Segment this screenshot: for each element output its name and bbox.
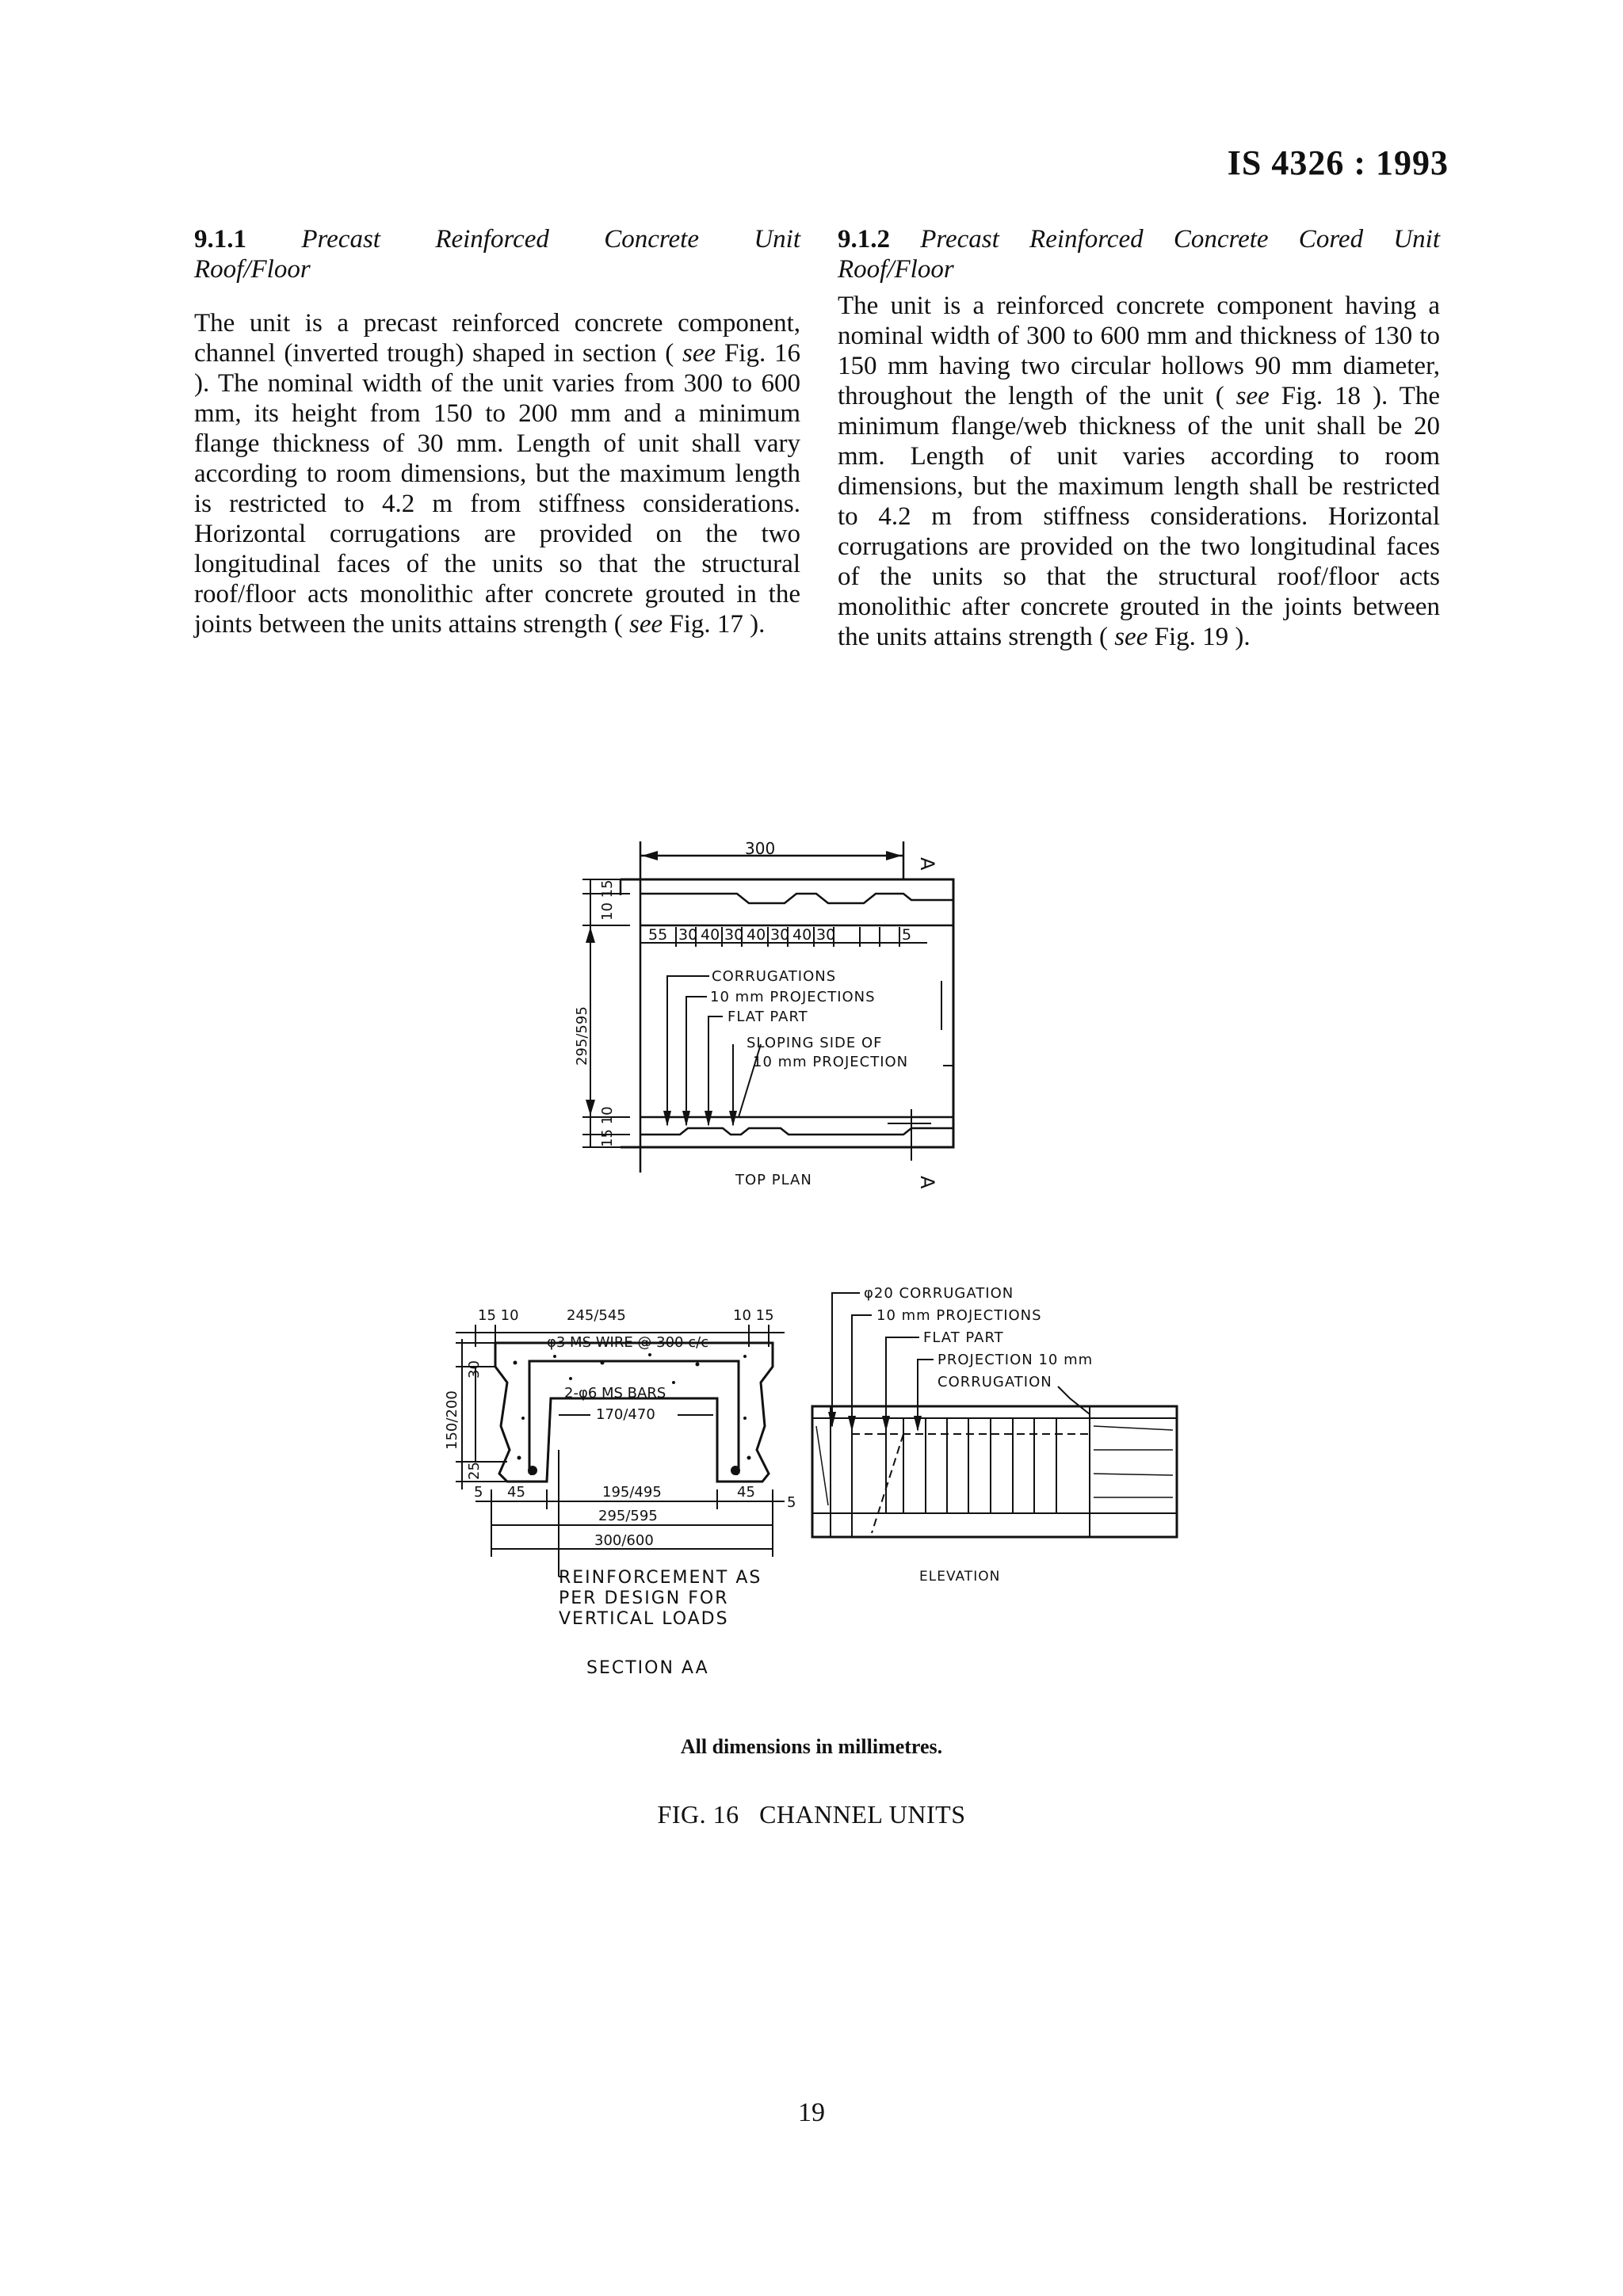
dim-195-495: 195/495 [602, 1484, 662, 1501]
dim-45: 45 [507, 1484, 525, 1501]
dim-30: 30 [466, 1360, 483, 1379]
elevation-title: ELEVATION [919, 1569, 1001, 1585]
section-aa-title: SECTION AA [586, 1658, 709, 1678]
dim-150-200: 150/200 [444, 1390, 460, 1450]
section-mark-bottom: A [916, 1176, 938, 1189]
section-heading: 9.1.1 Precast Reinforced Concrete Unit Roof/Floor [194, 225, 801, 284]
dim-170-470: 170/470 [596, 1406, 655, 1423]
label-projections: 10 mm PROJECTIONS [710, 989, 876, 1005]
label-10mm-projection: 10 mm PROJECTION [753, 1054, 909, 1070]
label-flat-part: FLAT PART [727, 1009, 808, 1025]
dim-15-10: 15 10 [478, 1307, 519, 1324]
elevation [812, 1285, 1177, 1585]
figure-caption: FIG. 16 CHANNEL UNITS [657, 1800, 966, 1829]
section-heading: 9.1.2 Precast Reinforced Concrete Cored Unit Roof/Floor [838, 225, 1440, 284]
page-number: 19 [798, 2098, 825, 2127]
dim-10-15: 10 15 [599, 879, 616, 921]
label-sloping-side: SLOPING SIDE OF [747, 1035, 883, 1051]
label-reinforcement-3: VERTICAL LOADS [559, 1609, 729, 1629]
seg-40: 40 [747, 926, 766, 944]
label-ms-bars: 2-φ6 MS BARS [564, 1385, 666, 1402]
label-corrugation-2: CORRUGATION [938, 1374, 1052, 1390]
seg-30: 30 [816, 926, 836, 944]
dim-295-595: 295/595 [574, 1006, 590, 1066]
section-body: The unit is a precast reinforced concrete component, channel (inverted trough) shaped in section ( see Fig. 16 ). The nominal width of the unit varies from 300 to 600 mm, its height from 150 to 200 mm and a minimum flange thickness of 30 mm. Length of unit shall vary according to room dimensions, but the maximum length is restricted to 4.2 m from stiffness considerations. Horizontal corrugations are provided on the two longitudinal faces of the units so that the structural roof/floor acts monolithic after concrete grouted in the joints between the units attains strength ( see Fig. 17 ). [194, 309, 800, 639]
seg-30: 30 [678, 926, 698, 944]
label-corrugations: CORRUGATIONS [712, 968, 837, 985]
seg-5: 5 [902, 926, 912, 944]
section-aa [444, 1307, 796, 1678]
top-plan-title: TOP PLAN [735, 1172, 812, 1188]
seg-40: 40 [701, 926, 720, 944]
dim-295-595: 295/595 [598, 1508, 658, 1524]
dim-5: 5 [787, 1494, 796, 1511]
seg-30: 30 [724, 926, 744, 944]
dim-15-10: 15 10 [599, 1106, 616, 1147]
dim-45: 45 [737, 1484, 755, 1501]
dim-25: 25 [466, 1462, 483, 1480]
section-mark-top: A [916, 857, 938, 871]
top-plan [574, 839, 953, 1189]
section-body: The unit is a reinforced concrete component having a nominal width of 300 to 600 mm and thickness of 130 to 150 mm having two circular hollows 90 mm diameter, throughout the length of the unit ( see Fig. 18 ). The minimum flange/web thickness of the unit shall be 20 mm. Length of unit varies according to room dimensions, but the maximum length shall be restricted to 4.2 m from stiffness considerations. Horizontal corrugations are provided on the two longitudinal faces of the units so that the structural roof/floor acts monolithic after concrete grouted in the joints between the units attains strength ( see Fig. 19 ). [838, 292, 1440, 651]
dim-5: 5 [474, 1484, 483, 1501]
dim-300-600: 300/600 [594, 1532, 654, 1549]
seg-40: 40 [792, 926, 812, 944]
label-projection-10mm: PROJECTION 10 mm [938, 1352, 1094, 1368]
label-flat-part: FLAT PART [923, 1329, 1004, 1346]
label-corrugation: φ20 CORRUGATION [864, 1285, 1014, 1302]
label-ms-wire: φ3 MS WIRE @ 300 c/c [547, 1334, 709, 1351]
seg-30: 30 [770, 926, 790, 944]
dim-300: 300 [745, 839, 776, 858]
dim-245-545: 245/545 [567, 1307, 626, 1324]
dimensions-note: All dimensions in millimetres. [680, 1735, 943, 1758]
standard-number: IS 4326 : 1993 [1227, 143, 1449, 182]
label-projections: 10 mm PROJECTIONS [876, 1307, 1042, 1324]
seg-55: 55 [648, 926, 668, 944]
label-reinforcement-1: REINFORCEMENT AS [559, 1568, 762, 1588]
label-reinforcement-2: PER DESIGN FOR [559, 1589, 729, 1608]
dim-10-15: 10 15 [733, 1307, 774, 1324]
